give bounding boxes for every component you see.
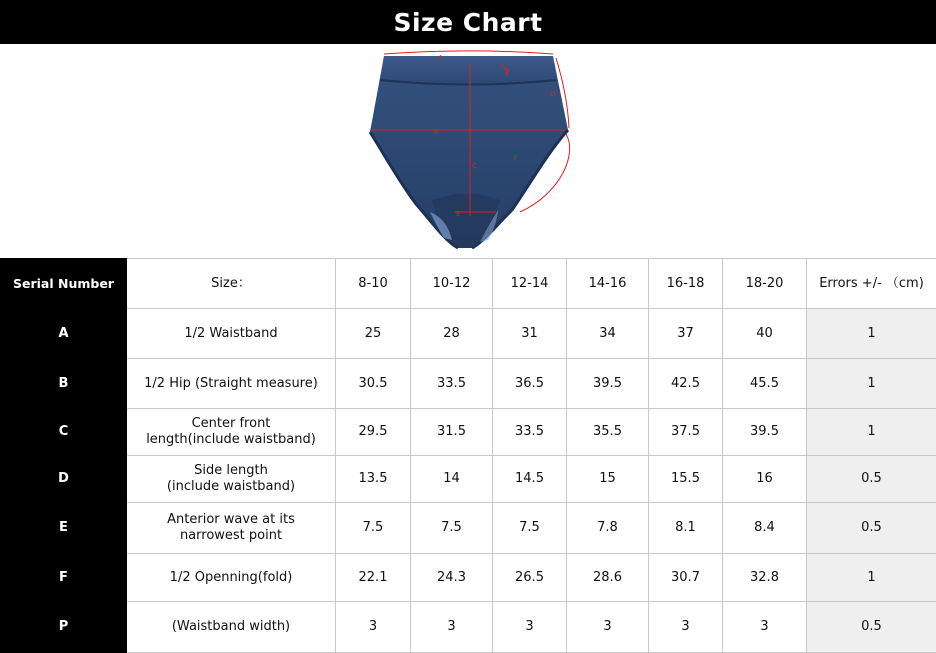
serial-cell: C [1,409,127,456]
header-size: Size： [127,259,336,309]
value-cell: 7.5 [336,503,411,554]
measurement-name: 1/2 Hip (Straight measure) [127,359,336,409]
value-cell: 22.1 [336,554,411,602]
value-cell: 37 [649,309,723,359]
value-cell: 36.5 [493,359,567,409]
measurement-name-line: narrowest point [127,528,335,544]
measurement-name-line: Center front [127,416,335,432]
serial-cell: B [1,359,127,409]
value-cell: 42.5 [649,359,723,409]
value-cell: 16 [723,456,807,503]
value-cell: 31 [493,309,567,359]
value-cell: 13.5 [336,456,411,503]
measurement-name [127,409,336,456]
header-size-col: 12-14 [493,259,567,309]
value-cell: 39.5 [723,409,807,456]
value-cell: 32.8 [723,554,807,602]
svg-text:A: A [438,54,443,62]
value-cell: 34 [567,309,649,359]
value-cell: 28 [411,309,493,359]
waistband [380,56,556,85]
svg-text:F: F [514,154,518,162]
table-row [1,309,936,359]
page-title: Size Chart [393,8,542,37]
value-cell: 35.5 [567,409,649,456]
value-cell: 33.5 [493,409,567,456]
error-cell: 1 [807,309,936,359]
error-cell: 1 [807,554,936,602]
table-header-row [1,259,936,309]
value-cell: 7.8 [567,503,649,554]
table-row [1,359,936,409]
svg-text:B: B [434,128,439,136]
error-cell: 1 [807,409,936,456]
measurement-name: 1/2 Waistband [127,309,336,359]
error-cell: 0.5 [807,456,936,503]
value-cell: 40 [723,309,807,359]
value-cell: 28.6 [567,554,649,602]
value-cell: 33.5 [411,359,493,409]
error-cell: 1 [807,359,936,409]
value-cell: 37.5 [649,409,723,456]
measurement-name: (Waistband width) [127,602,336,653]
value-cell: 3 [336,602,411,653]
value-cell: 39.5 [567,359,649,409]
value-cell: 45.5 [723,359,807,409]
value-cell: 3 [567,602,649,653]
svg-text:C: C [472,162,477,170]
value-cell: 31.5 [411,409,493,456]
value-cell: 26.5 [493,554,567,602]
error-cell: 0.5 [807,503,936,554]
measurement-name [127,503,336,554]
header-errors: Errors +/- （cm) [807,259,936,309]
measurement-name-line: (include waistband) [127,479,335,495]
measurement-name-line: Side length [127,463,335,479]
value-cell: 7.5 [411,503,493,554]
value-cell: 30.7 [649,554,723,602]
value-cell: 30.5 [336,359,411,409]
serial-cell: A [1,309,127,359]
value-cell: 24.3 [411,554,493,602]
value-cell: 3 [649,602,723,653]
value-cell: 25 [336,309,411,359]
header-size-col: 18-20 [723,259,807,309]
measurement-name: 1/2 Openning(fold) [127,554,336,602]
table-row [1,602,936,653]
value-cell: 8.1 [649,503,723,554]
value-cell: 8.4 [723,503,807,554]
page-header [0,0,936,44]
serial-cell: P [1,602,127,653]
svg-text:P: P [506,68,510,76]
header-size-col: 16-18 [649,259,723,309]
size-table [0,258,936,653]
value-cell: 3 [723,602,807,653]
underwear-diagram [0,44,936,258]
svg-text:D: D [550,90,555,98]
table-row [1,409,936,456]
table-row [1,503,936,554]
measurement-name-line: length(include waistband) [127,432,335,448]
serial-cell: F [1,554,127,602]
value-cell: 14 [411,456,493,503]
table-row [1,456,936,503]
value-cell: 3 [411,602,493,653]
serial-cell: E [1,503,127,554]
serial-cell: D [1,456,127,503]
table-row [1,554,936,602]
header-size-col: 14-16 [567,259,649,309]
value-cell: 15.5 [649,456,723,503]
header-size-col: 10-12 [411,259,493,309]
header-serial: Serial Number [1,259,127,309]
product-image [0,44,936,258]
measurement-name [127,456,336,503]
value-cell: 14.5 [493,456,567,503]
value-cell: 7.5 [493,503,567,554]
header-size-col: 8-10 [336,259,411,309]
value-cell: 15 [567,456,649,503]
value-cell: 29.5 [336,409,411,456]
measurement-name-line: Anterior wave at its [127,512,335,528]
svg-text:E: E [456,210,460,218]
value-cell: 3 [493,602,567,653]
error-cell: 0.5 [807,602,936,653]
